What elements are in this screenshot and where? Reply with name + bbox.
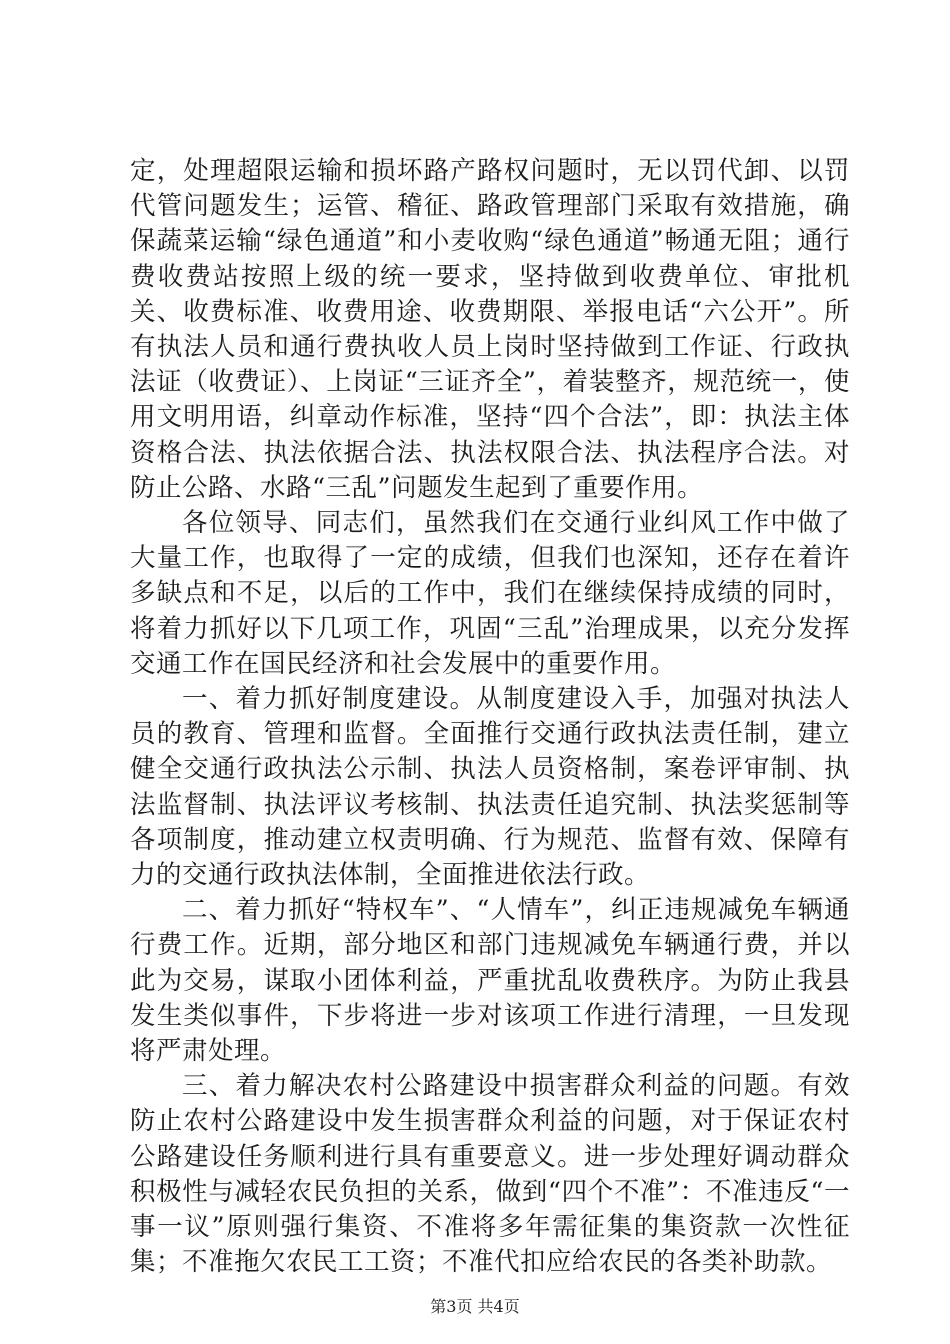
paragraph-item-3: 三、着力解决农村公路建设中损害群众利益的问题。有效防止农村公路建设中发生损害群众利益的问题，对于保证农村公路建设任务顺利进行具有重要意义。进一步处理好调动群众积极性与减轻农民负担的关系，做到“四个不准”：不准违反“一事一议”原则强行集资、不准将多年需征集的集资款一次性征集；不准拖欠农民工工资；不准代扣应给农民的各类补助款。 <box>130 1071 850 1278</box>
page-number-footer: 第3页 共4页 <box>430 1297 520 1316</box>
document-body <box>130 154 850 1281</box>
paragraph-continuation: 定，处理超限运输和损坏路产路权问题时，无以罚代卸、以罚代管问题发生；运管、稽征、路政管理部门采取有效措施，确保蔬菜运输“绿色通道”和小麦收购“绿色通道”畅通无阻；通行费收费站按照上级的统一要求，坚持做到收费单位、审批机关、收费标准、收费用途、收费期限、举报电话“六公开”。所有执法人员和通行费执收人员上岗时坚持做到工作证、行政执法证（收费证）、上岗证“三证齐全”，着装整齐，规范统一，使用文明用语，纠章动作标准，坚持“四个合法”，即：执法主体资格合法、执法依据合法、执法权限合法、执法程序合法。对防止公路、水路“三乱”问题发生起到了重要作用。 <box>130 156 850 503</box>
paragraph-summary: 各位领导、同志们，虽然我们在交通行业纠风工作中做了大量工作，也取得了一定的成绩，但我们也深知，还存在着许多缺点和不足，以后的工作中，我们在继续保持成绩的同时，将着力抓好以下几项工作，巩固“三乱”治理成果，以充分发挥交通工作在国民经济和社会发展中的重要作用。 <box>130 508 850 679</box>
paragraph-item-2: 二、着力抓好“特权车”、“人情车”，纠正违规减免车辆通行费工作。近期，部分地区和部门违规减免车辆通行费，并以此为交易，谋取小团体利益，严重扰乱收费秩序。为防止我县发生类似事件，下步将进一步对该项工作进行清理，一旦发现将严肃处理。 <box>130 895 850 1067</box>
paragraph-item-1: 一、着力抓好制度建设。从制度建设入手，加强对执法人员的教育、管理和监督。全面推行交通行政执法责任制，建立健全交通行政执法公示制、执法人员资格制，案卷评审制、执法监督制、执法评议考核制、执法责任追究制、执法奖惩制等各项制度，推动建立权责明确、行为规范、监督有效、保障有力的交通行政执法体制，全面推进依法行政。 <box>130 684 850 891</box>
